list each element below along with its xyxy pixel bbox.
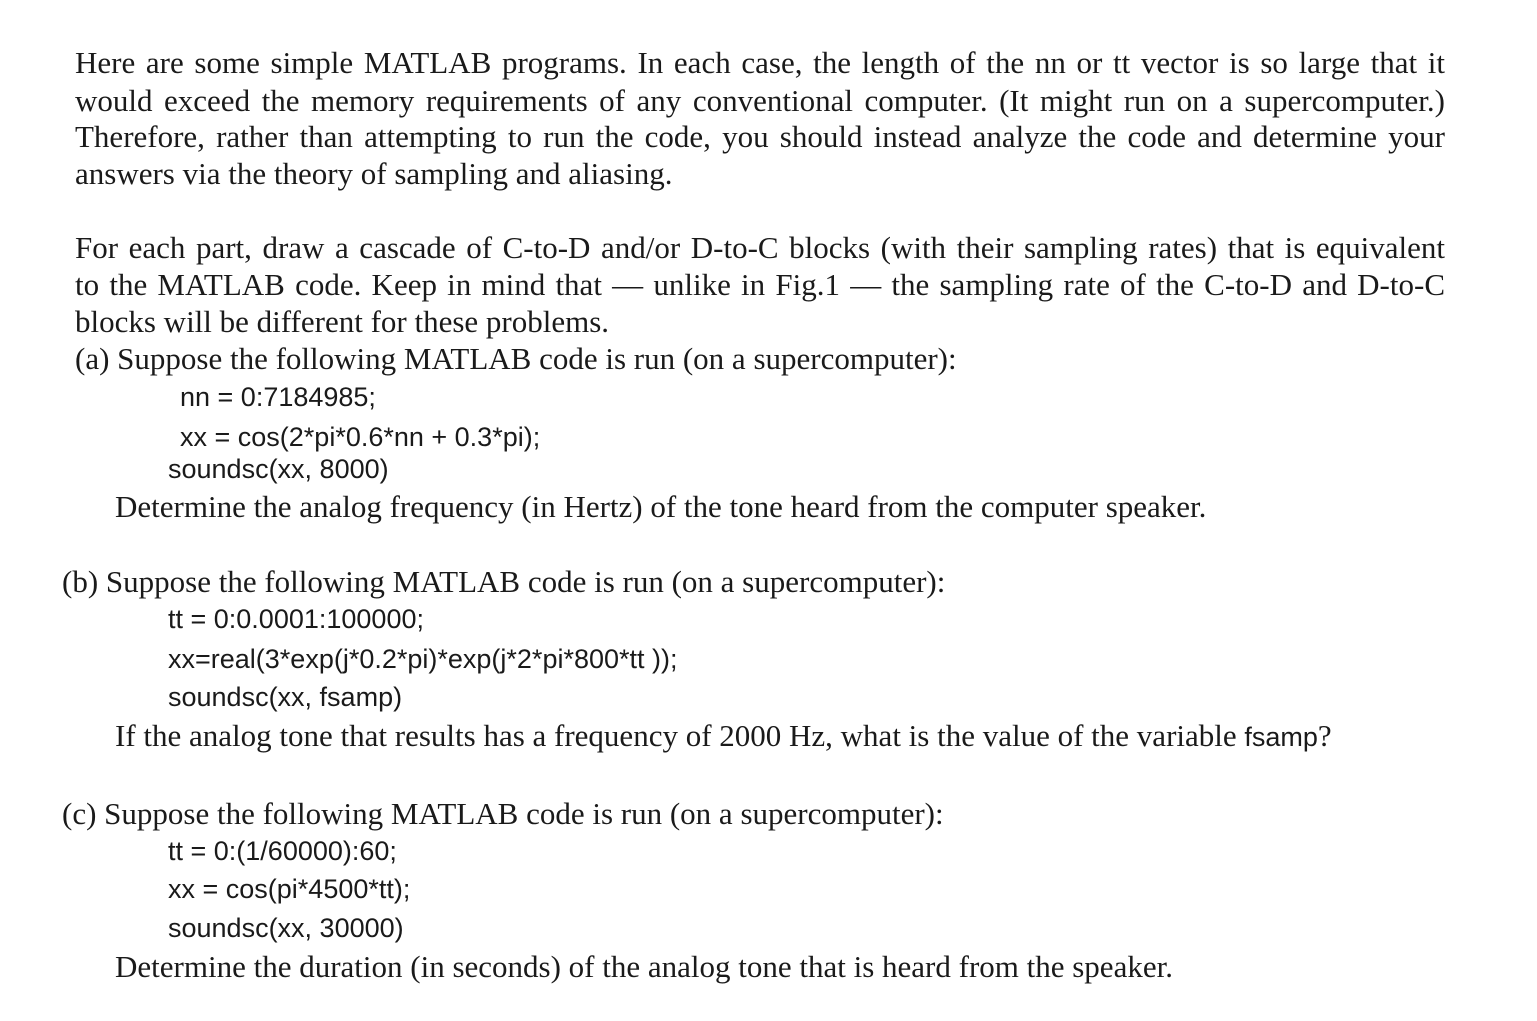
intro-line-3: Therefore, rather than attempting to run the code, you should instead analyze the code and determine your bbox=[75, 119, 1445, 154]
part-b-question-variable: fsamp bbox=[1244, 722, 1318, 752]
part-c-question: Determine the duration (in seconds) of the analog tone that is heard from the speaker. bbox=[115, 949, 1173, 984]
part-b-code-line-1: tt = 0:0.0001:100000; bbox=[168, 604, 424, 634]
part-b-question bbox=[115, 717, 1332, 756]
instructions-line-3: blocks will be different for these problems. bbox=[75, 304, 610, 339]
part-c-code-line-1: tt = 0:(1/60000):60; bbox=[168, 836, 397, 866]
intro-line-1: Here are some simple MATLAB programs. In each case, the length of the nn or tt vector is so large that it bbox=[75, 45, 1445, 80]
instructions-line-1: For each part, draw a cascade of C-to-D and/or D-to-C blocks (with their sampling rates) that is equivalent bbox=[75, 230, 1445, 265]
part-a-heading: (a) Suppose the following MATLAB code is run (on a supercomputer): bbox=[75, 341, 957, 376]
part-c-code-line-3: soundsc(xx, 30000) bbox=[168, 913, 404, 943]
part-a-question: Determine the analog frequency (in Hertz) of the tone heard from the computer speaker. bbox=[115, 489, 1207, 524]
intro-line-4: answers via the theory of sampling and aliasing. bbox=[75, 156, 673, 191]
part-b-code-line-3: soundsc(xx, fsamp) bbox=[168, 682, 403, 712]
part-a-code-line-1: nn = 0:7184985; bbox=[180, 382, 376, 412]
part-a-code-line-2: xx = cos(2*pi*0.6*nn + 0.3*pi); bbox=[180, 422, 541, 452]
part-c-heading: (c) Suppose the following MATLAB code is run (on a supercomputer): bbox=[62, 796, 944, 831]
intro-line-2: would exceed the memory requirements of any conventional computer. (It might run on a supercomputer.) bbox=[75, 83, 1445, 118]
part-b-question-text: If the analog tone that results has a frequency of 2000 Hz, what is the value of the variable bbox=[115, 718, 1245, 753]
part-c-code-line-2: xx = cos(pi*4500*tt); bbox=[168, 874, 411, 904]
part-b-question-mark: ? bbox=[1317, 718, 1332, 753]
part-a-code-line-3: soundsc(xx, 8000) bbox=[168, 454, 389, 484]
part-b-code-line-2: xx=real(3*exp(j*0.2*pi)*exp(j*2*pi*800*tt )); bbox=[168, 644, 678, 674]
part-b-heading: (b) Suppose the following MATLAB code is run (on a supercomputer): bbox=[62, 564, 946, 599]
instructions-line-2: to the MATLAB code. Keep in mind that — unlike in Fig.1 — the sampling rate of the C-to-D and D-to-C bbox=[75, 267, 1445, 302]
